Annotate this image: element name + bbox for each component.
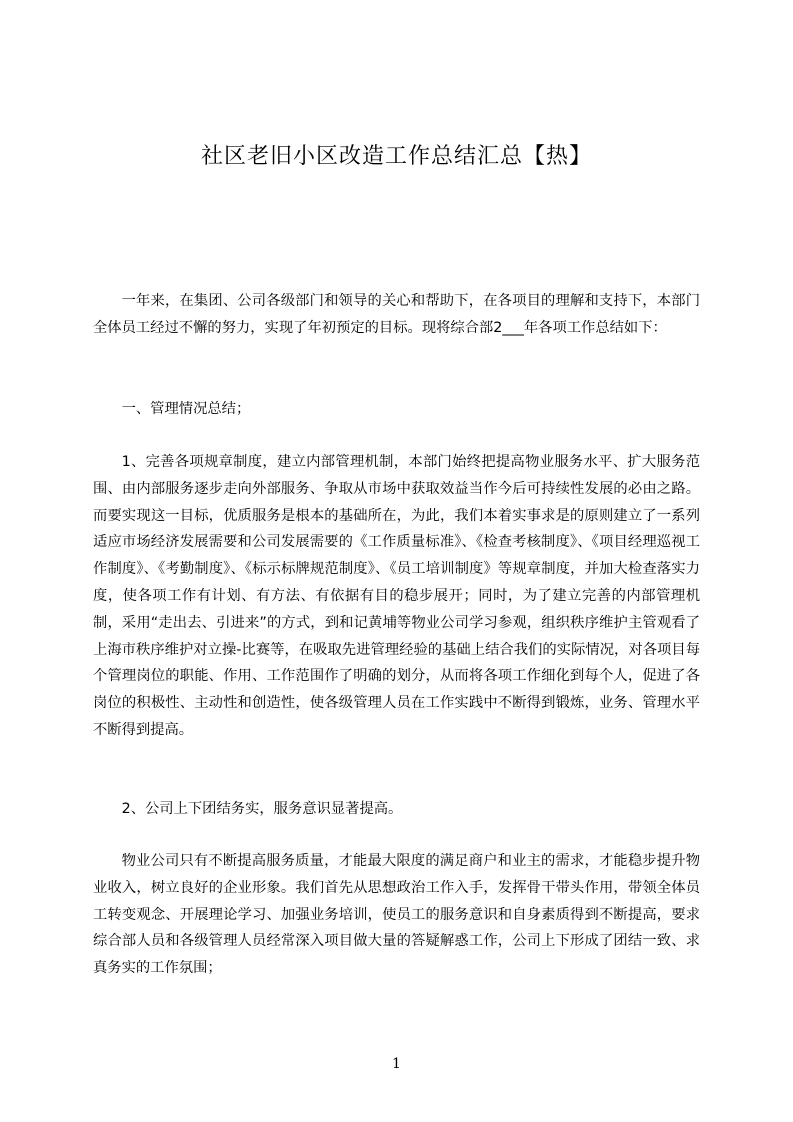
paragraph-heading-unity: 2、公司上下团结务实，服务意识显著提高。 [121,801,403,817]
page-number: 1 [392,1056,401,1072]
document-title: 社区老旧小区改造工作总结汇总【热】 [200,144,592,169]
paragraph-service-quality: 物业公司只有不断提高服务质量，才能最大限度的满足商户和业主的需求，才能稳步提升物业收入，树立良好的企业形象。我们首先从思想政治工作入手，发挥骨干带头作用，带领全体员工转变观念、开展理论学习、加强业务培训，使员工的服务意识和自身素质得到不断提高，要求综合部人员和各级管理人员经常深入项目做大量的答疑解惑工作，公司上下形成了团结一致、求真务实的工作氛围； [93,853,700,977]
paragraph-intro: 一年来，在集团、公司各级部门和领导的关心和帮助下，在各项目的理解和支持下，本部门全体员工经过不懈的努力，实现了年初预定的目标。现将综合部2___年各项工作总结如下： [93,293,700,336]
paragraph-rules-system: 1、完善各项规章制度，建立内部管理机制，本部门始终把提高物业服务水平、扩大服务范围、由内部服务逐步走向外部服务、争取从市场中获取效益当作今后可持续性发展的必由之路。而要实现这一目标，优质服务是根本的基础所在，为此，我们本着实事求是的原则建立了一系列适应市场经济发展需要和公司发展需要的《工作质量标准》、《检查考核制度》、《项目经理巡视工作制度》、《考勤制度》、《标示标牌规范制度》、《员工培训制度》等规章制度，并加大检查落实力度，使各项工作有计划、有方法、有依据有目的稳步展开；同时，为了建立完善的内部管理机制，采用“走出去、引进来”的方式，到和记黄埔等物业公司学习参观，组织秩序维护主管观看了上海市秩序维护对立操-比赛等，在吸取先进管理经验的基础上结合我们的实际情况，对各项目每个管理岗位的职能、作用、工作范围作了明确的划分，从而将各项工作细化到每个人，促进了各岗位的积极性、主动性和创造性，使各级管理人员在工作实践中不断得到锻炼，业务、管理水平不断得到提高。 [93,454,700,738]
section-heading-management: 一、管理情况总结； [121,401,251,417]
